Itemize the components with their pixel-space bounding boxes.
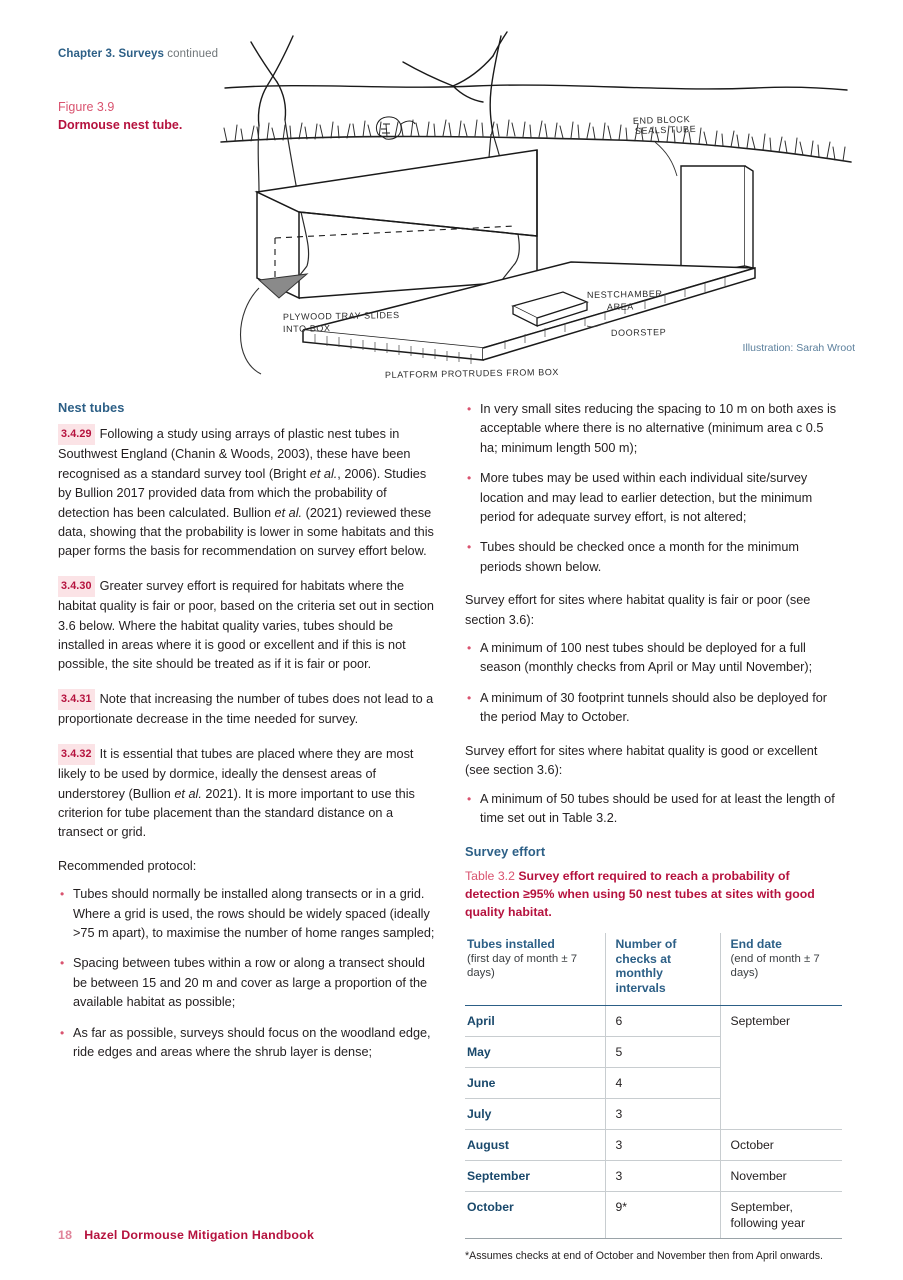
clause-number: 3.4.29 [58,424,95,445]
col1-sub: (first day of month ± 7 days) [467,952,578,980]
left-column [58,400,435,1076]
dormouse-nest-tube-illustration [215,30,855,390]
table-row [465,1037,842,1068]
fair-poor-bullet-item: • A minimum of 100 nest tubes should be deployed for a full season (monthly checks from April or May until November); [465,639,842,678]
clause-paragraph [58,576,435,675]
running-head [58,48,218,60]
table-head [465,933,842,1006]
protocol-bullet-item: • Tubes should normally be installed along transects or in a grid. Where a grid is used, the rows should be widely spaced (ideally >75 m apart), to maximise the number of home ranges sampled; [58,885,435,943]
figure-caption-block [58,98,238,134]
cell-end-date [720,1068,842,1099]
good-excellent-bullet-list [465,790,842,829]
cell-month: June [465,1068,605,1099]
cell-number-of-checks: 4 [605,1068,720,1099]
column-header-tubes-installed [465,933,605,1006]
table-row [465,1068,842,1099]
table-caption [465,868,842,921]
protocol-bullet-item: • Spacing between tubes within a row or along a transect should be between 15 and 20 m and cover as large a proportion of the available habitat as possible; [58,954,435,1012]
spacing-bullet-item: • Tubes should be checked once a month for the minimum periods shown below. [465,538,842,577]
label-platform: PLATFORM PROTRUDES FROM BOX [384,366,560,380]
label-end-block: END BLOCK [632,114,691,126]
text-run: , 2006). Studies by Bullion 2017 provided data from which the probability of detection has been calculated. Bullion [58,466,427,520]
table-row [465,1161,842,1192]
text-run: It is essential that tubes are placed where they are most likely to be used by dormice, ideally the densest areas of understorey (Bullion [58,746,414,801]
cell-month: August [465,1130,605,1161]
good-excellent-lead: Survey effort for sites where habitat quality is good or excellent (see section 3.6): [465,743,818,778]
clause-number: 3.4.32 [58,744,95,765]
text-run: Following a study using arrays of plastic nest tubes in Southwest England (Chanin & Woods, 2003), these have been recognised as a standard survey tool (Bright [58,427,411,481]
cell-number-of-checks: 9* [605,1192,720,1239]
text-run: Greater survey effort is required for habitats where the habitat quality is fair or poor, based on the criteria set out in section 3.6 below. Where the habitat quality varies, tubes should be installed in areas where it is good or excellent and if this is not possible, the site should be treated as if it is fair or poor. [58,578,434,672]
table-footnote: *Assumes checks at end of October and November then from April onwards. [465,1250,824,1263]
right-column [465,400,842,1263]
survey-effort-table [465,933,842,1239]
cell-month: May [465,1037,605,1068]
cell-month: September [465,1161,605,1192]
spacing-bullet-list [465,400,842,577]
cell-number-of-checks: 3 [605,1130,720,1161]
label-plywood-tray: PLYWOOD TRAY SLIDES [282,309,400,322]
cell-end-date: September, following year [720,1192,842,1239]
illustration-credit: Illustration: Sarah Wroot [742,342,855,354]
figure-title: Dormouse nest tube. [58,118,183,133]
col1-main: Tubes installed [467,937,555,952]
clause-paragraph [58,424,435,562]
running-head-continued: continued [167,48,219,60]
cell-number-of-checks: 5 [605,1037,720,1068]
label-plywood-tray-2: INTO BOX [282,323,331,334]
table-header-row [465,933,842,1006]
text-run: Note that increasing the number of tubes does not lead to a proportionate decrease in the time needed for survey. [58,691,434,727]
table-row [465,1130,842,1161]
table-caption-lead: Table 3.2 [465,869,519,884]
table-caption-bold: Survey effort required to reach a probability of detection ≥95% when using 50 nest tubes at sites with good quality habitat. [465,869,815,919]
spacing-bullet-item: • More tubes may be used within each individual site/survey location and may lead to earlier detection, but the minimum period for adequate survey effort, is not altered; [465,469,842,527]
page-footer [58,1228,314,1242]
col3-sub: (end of month ± 7 days) [730,952,820,980]
heading-survey-effort: Survey effort [465,844,546,860]
label-doorstep: DOORSTEP [610,327,667,338]
column-header-number-of-checks [605,933,720,1006]
label-nest-chamber: NESTCHAMBER [586,288,663,300]
cell-month: July [465,1099,605,1130]
clause-number: 3.4.31 [58,689,95,710]
figure-number: Figure 3.9 [58,100,115,114]
heading-nest-tubes: Nest tubes [58,400,125,415]
cell-end-date [720,1099,842,1130]
text-run: 2021). It is more important to use this criterion for tube placement than the standard distance on a transect or grid. [58,786,415,840]
col3-main: End date [730,937,782,952]
cell-number-of-checks: 3 [605,1099,720,1130]
italic-run: et al. [274,505,303,520]
italic-run: et al. [309,466,338,481]
text-run: (2021) reviewed these data, showing that the probability is lower in some habitats and this paper forms the basis for recommendation on survey effort below. [58,505,434,559]
good-excellent-bullet-item: • A minimum of 50 tubes should be used for at least the length of time set out in Table 3.2. [465,790,842,829]
clause-paragraph [58,744,435,843]
footer-title: Hazel Dormouse Mitigation Handbook [84,1228,315,1242]
italic-run: et al. [174,786,202,801]
label-end-block-2: SEALS TUBE [634,123,697,136]
fair-poor-lead: Survey effort for sites where habitat quality is fair or poor (see section 3.6): [465,593,811,627]
cell-number-of-checks: 3 [605,1161,720,1192]
cell-month: October [465,1192,605,1239]
table-row [465,1006,842,1037]
label-nest-chamber-2: AREA [606,301,634,312]
cell-month: April [465,1006,605,1037]
left-paragraphs [58,424,435,843]
table-body [465,1006,842,1239]
fair-poor-bullet-item: • A minimum of 30 footprint tunnels should also be deployed for the period May to October. [465,689,842,728]
cell-end-date: September [720,1006,842,1037]
cell-end-date [720,1037,842,1068]
running-head-chapter: Chapter 3. Surveys [58,48,164,60]
spacing-bullet-item: • In very small sites reducing the spacing to 10 m on both axes is acceptable where there is no alternative (minimum area c 0.5 ha; minimum length 500 m); [465,400,842,458]
fair-poor-bullet-list [465,639,842,728]
recommended-protocol-lead: Recommended protocol: [58,858,197,873]
protocol-bullet-item: • As far as possible, surveys should focus on the woodland edge, ride edges and areas where the shrub layer is dense; [58,1024,435,1063]
protocol-bullet-list [58,885,435,1062]
col2-main: Number of checks at monthly intervals [615,937,677,995]
cell-number-of-checks: 6 [605,1006,720,1037]
table-row [465,1192,842,1239]
table-row [465,1099,842,1130]
column-header-end-date [720,933,842,1006]
cell-end-date: November [720,1161,842,1192]
clause-paragraph [58,689,435,730]
clause-number: 3.4.30 [58,576,95,597]
page-number: 18 [58,1228,73,1242]
cell-end-date: October [720,1130,842,1161]
